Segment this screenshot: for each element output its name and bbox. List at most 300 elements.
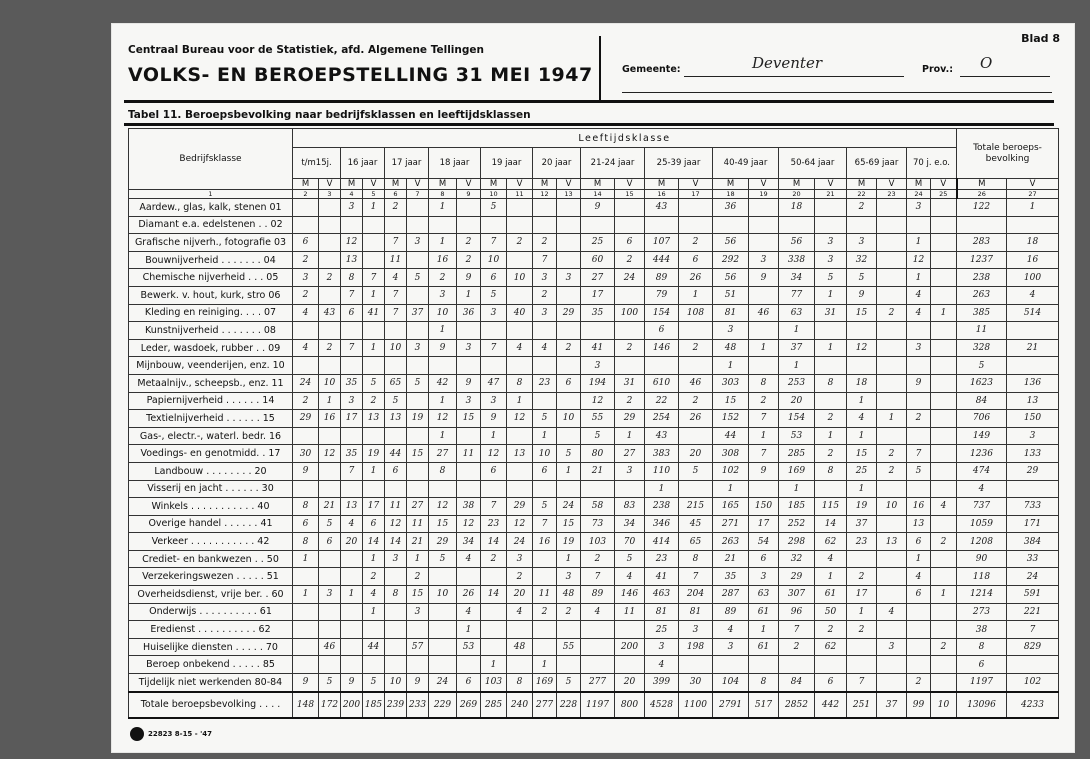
cell-value (481, 322, 507, 340)
total-value: 229 (429, 692, 457, 718)
cell-value (877, 550, 907, 568)
total-value: 2852 (779, 692, 815, 718)
cell-value: 384 (1007, 533, 1059, 551)
table-row (129, 586, 1059, 604)
table-row (129, 304, 1059, 322)
sex-label: V (877, 179, 907, 190)
cell-value: 1 (815, 286, 847, 304)
cell-value: 44 (713, 427, 749, 445)
cell-value: 283 (957, 234, 1007, 252)
cell-value (557, 199, 581, 217)
column-number: 19 (749, 190, 779, 199)
cell-value (907, 603, 931, 621)
cell-value (533, 322, 557, 340)
cell-value: 2 (293, 251, 319, 269)
cell-value: 3 (341, 199, 363, 217)
cell-value: 48 (507, 638, 533, 656)
total-value: 517 (749, 692, 779, 718)
cell-value (407, 251, 429, 269)
cell-value (319, 568, 341, 586)
cell-value: 1 (557, 462, 581, 480)
cell-value: 80 (581, 445, 615, 463)
cell-value: 7 (581, 568, 615, 586)
cell-value: 5 (319, 674, 341, 692)
cell-value (847, 216, 877, 234)
cell-value (385, 480, 407, 498)
cell-value: 2 (749, 392, 779, 410)
cell-value (341, 216, 363, 234)
total-value: 285 (481, 692, 507, 718)
cell-value: 20 (779, 392, 815, 410)
cell-value: 15 (557, 515, 581, 533)
cell-value: 24 (557, 498, 581, 516)
cell-value (293, 480, 319, 498)
cell-value (385, 568, 407, 586)
cell-value: 23 (533, 374, 557, 392)
industry-label: Metaalnijv., scheepsb., enz. 11 (129, 374, 293, 392)
cell-value: 17 (749, 515, 779, 533)
cell-value (877, 515, 907, 533)
cell-value: 37 (847, 515, 877, 533)
cell-value: 171 (1007, 515, 1059, 533)
cell-value: 6 (481, 269, 507, 287)
total-value: 4233 (1007, 692, 1059, 718)
cell-value: 46 (679, 374, 713, 392)
cell-value: 65 (679, 533, 713, 551)
cell-value: 238 (645, 498, 679, 516)
cell-value: 4 (847, 410, 877, 428)
cell-value: 4 (293, 304, 319, 322)
cell-value: 26 (679, 269, 713, 287)
cell-value: 5 (407, 269, 429, 287)
cell-value (385, 638, 407, 656)
print-footer (130, 727, 212, 741)
cell-value (749, 234, 779, 252)
cell-value: 737 (957, 498, 1007, 516)
cell-value: 5 (815, 269, 847, 287)
cell-value: 17 (847, 586, 877, 604)
cell-value (847, 550, 877, 568)
cell-value: 3 (407, 234, 429, 252)
cell-value: 10 (507, 269, 533, 287)
cell-value: 7 (847, 674, 877, 692)
cell-value: 1 (507, 392, 533, 410)
industry-label: Beroep onbekend . . . . . 85 (129, 656, 293, 674)
cell-value: 6 (293, 515, 319, 533)
table-row (129, 480, 1059, 498)
cell-value (847, 656, 877, 674)
cell-value: 29 (507, 498, 533, 516)
cell-value: 24 (615, 269, 645, 287)
cell-value (679, 480, 713, 498)
cell-value (533, 480, 557, 498)
cell-value (407, 357, 429, 375)
cell-value (557, 621, 581, 639)
cell-value (877, 480, 907, 498)
prov-value: O (980, 54, 993, 72)
cell-value (615, 621, 645, 639)
cell-value: 5 (957, 357, 1007, 375)
cell-value: 27 (429, 445, 457, 463)
cell-value: 1 (907, 234, 931, 252)
cell-value (429, 656, 457, 674)
cell-value (907, 427, 931, 445)
cell-value (319, 462, 341, 480)
cell-value: 35 (341, 445, 363, 463)
industry-label: Huiselijke diensten . . . . . 70 (129, 638, 293, 656)
cell-value: 14 (481, 586, 507, 604)
cell-value: 12 (481, 445, 507, 463)
cell-value (557, 216, 581, 234)
cell-value: 3 (557, 568, 581, 586)
cell-value: 4 (581, 603, 615, 621)
cell-value: 221 (1007, 603, 1059, 621)
cell-value (533, 621, 557, 639)
cell-value (363, 357, 385, 375)
cell-value: 6 (749, 550, 779, 568)
cell-value: 42 (429, 374, 457, 392)
cell-value (293, 357, 319, 375)
cell-value: 24 (293, 374, 319, 392)
cell-value: 3 (507, 550, 533, 568)
cell-value: 444 (645, 251, 679, 269)
cell-value: 1 (907, 269, 931, 287)
cell-value: 6 (385, 462, 407, 480)
cell-value: 2 (507, 568, 533, 586)
cell-value: 12 (507, 410, 533, 428)
column-number: 17 (679, 190, 713, 199)
cell-value: 9 (457, 374, 481, 392)
cell-value (557, 392, 581, 410)
cell-value (341, 357, 363, 375)
cell-value (507, 462, 533, 480)
industry-label: Crediet- en bankwezen . . 50 (129, 550, 293, 568)
cell-value (457, 216, 481, 234)
cell-value: 1 (407, 550, 429, 568)
cell-value: 1 (481, 427, 507, 445)
cell-value: 14 (385, 533, 407, 551)
cell-value: 12 (319, 445, 341, 463)
cell-value (363, 216, 385, 234)
cell-value: 3 (533, 304, 557, 322)
cell-value (341, 638, 363, 656)
cell-value: 3 (581, 357, 615, 375)
cell-value (679, 427, 713, 445)
cell-value: 2 (679, 339, 713, 357)
cell-value: 122 (957, 199, 1007, 217)
cell-value (363, 656, 385, 674)
age-group-label: 19 jaar (481, 148, 533, 179)
cell-value (557, 322, 581, 340)
cell-value (385, 603, 407, 621)
cell-value: 5 (481, 199, 507, 217)
cell-value (319, 216, 341, 234)
cell-value: 3 (679, 621, 713, 639)
cell-value: 1 (779, 357, 815, 375)
cell-value (815, 216, 847, 234)
cell-value: 1059 (957, 515, 1007, 533)
sex-label: M (957, 179, 1007, 190)
table-row (129, 269, 1059, 287)
cell-value: 9 (847, 286, 877, 304)
cell-value: 29 (615, 410, 645, 428)
cell-value: 14 (815, 515, 847, 533)
cell-value: 253 (779, 374, 815, 392)
cell-value (557, 234, 581, 252)
cell-value: 1 (877, 410, 907, 428)
cell-value: 2 (581, 550, 615, 568)
sex-label: V (457, 179, 481, 190)
cell-value: 194 (581, 374, 615, 392)
cell-value (907, 638, 931, 656)
age-group-label: 21-24 jaar (581, 148, 645, 179)
cell-value: 62 (815, 533, 847, 551)
cell-value: 7 (363, 269, 385, 287)
cell-value (1007, 480, 1059, 498)
cell-value: 18 (1007, 234, 1059, 252)
cell-value: 3 (385, 550, 407, 568)
industry-label: Diamant e.a. edelstenen . . 02 (129, 216, 293, 234)
cell-value: 303 (713, 374, 749, 392)
total-value: 1100 (679, 692, 713, 718)
cell-value (877, 392, 907, 410)
cell-value: 1 (481, 656, 507, 674)
total-value: 269 (457, 692, 481, 718)
cell-value (385, 656, 407, 674)
cell-value: 7 (749, 410, 779, 428)
cell-value: 34 (779, 269, 815, 287)
column-number: 12 (533, 190, 557, 199)
cell-value (931, 286, 957, 304)
total-value: 1197 (581, 692, 615, 718)
print-code: 22823 8-15 - '47 (148, 730, 212, 738)
cell-value: 2 (429, 269, 457, 287)
column-number: 4 (341, 190, 363, 199)
cell-value: 44 (385, 445, 407, 463)
cell-value (931, 374, 957, 392)
cell-value: 16 (533, 533, 557, 551)
cell-value: 136 (1007, 374, 1059, 392)
cell-value (931, 603, 957, 621)
age-group-label: 20 jaar (533, 148, 581, 179)
cell-value (557, 427, 581, 445)
cell-value: 591 (1007, 586, 1059, 604)
cell-value: 12 (847, 339, 877, 357)
cell-value (877, 374, 907, 392)
cell-value (679, 357, 713, 375)
form-title: VOLKS- EN BEROEPSTELLING 31 MEI 1947 (128, 64, 593, 86)
column-number: 23 (877, 190, 907, 199)
cell-value: 733 (1007, 498, 1059, 516)
cell-value (749, 480, 779, 498)
table-row (129, 410, 1059, 428)
total-value: 233 (407, 692, 429, 718)
cell-value: 56 (779, 234, 815, 252)
table-row (129, 357, 1059, 375)
cell-value: 3 (749, 251, 779, 269)
column-number: 11 (507, 190, 533, 199)
total-value: 148 (293, 692, 319, 718)
industry-label: Voedings- en genotmidd. . 17 (129, 445, 293, 463)
cell-value (407, 656, 429, 674)
age-group-label: 25-39 jaar (645, 148, 713, 179)
industry-label: Visserij en jacht . . . . . . 30 (129, 480, 293, 498)
cell-value (407, 322, 429, 340)
cell-value: 17 (341, 410, 363, 428)
cell-value: 514 (1007, 304, 1059, 322)
table-row (129, 216, 1059, 234)
cell-value: 399 (645, 674, 679, 692)
cell-value: 3 (907, 199, 931, 217)
sex-label: V (679, 179, 713, 190)
cell-value: 8 (507, 374, 533, 392)
cell-value: 15 (457, 410, 481, 428)
cell-value: 13 (341, 251, 363, 269)
cell-value: 1 (713, 357, 749, 375)
cell-value (931, 515, 957, 533)
cell-value: 57 (407, 638, 429, 656)
age-group-label: 40-49 jaar (713, 148, 779, 179)
cell-value: 77 (779, 286, 815, 304)
cell-value: 4 (457, 550, 481, 568)
cell-value: 2 (907, 410, 931, 428)
sex-label: M (533, 179, 557, 190)
cell-value: 4 (293, 339, 319, 357)
cell-value: 7 (481, 234, 507, 252)
cell-value: 1 (779, 480, 815, 498)
cell-value: 2 (293, 286, 319, 304)
cell-value: 4 (363, 586, 385, 604)
cell-value: 8 (341, 269, 363, 287)
cell-value: 3 (1007, 427, 1059, 445)
printer-seal-icon (130, 727, 144, 741)
cell-value: 215 (679, 498, 713, 516)
column-number: 21 (815, 190, 847, 199)
cell-value (429, 357, 457, 375)
cell-value: 10 (429, 304, 457, 322)
cell-value (319, 603, 341, 621)
cell-value: 9 (293, 462, 319, 480)
cell-value: 15 (847, 304, 877, 322)
total-value: 10 (931, 692, 957, 718)
cell-value: 287 (713, 586, 749, 604)
cell-value (457, 199, 481, 217)
cell-value: 4 (341, 515, 363, 533)
cell-value: 2 (457, 251, 481, 269)
cell-value: 7 (533, 515, 557, 533)
table-row (129, 445, 1059, 463)
cell-value: 6 (363, 515, 385, 533)
cell-value: 2 (363, 392, 385, 410)
cell-value: 27 (407, 498, 429, 516)
cell-value: 5 (557, 445, 581, 463)
cell-value (877, 586, 907, 604)
cell-value: 2 (847, 568, 877, 586)
cell-value (319, 199, 341, 217)
cell-value: 9 (293, 674, 319, 692)
cell-value: 3 (557, 269, 581, 287)
cell-value (507, 656, 533, 674)
cell-value: 1 (363, 550, 385, 568)
cell-value: 328 (957, 339, 1007, 357)
cell-value: 1 (533, 656, 557, 674)
cell-value: 3 (341, 392, 363, 410)
table-row (129, 498, 1059, 516)
cell-value: 5 (385, 392, 407, 410)
cell-value: 10 (877, 498, 907, 516)
cell-value: 22 (645, 392, 679, 410)
cell-value: 3 (429, 286, 457, 304)
cell-value: 5 (533, 410, 557, 428)
cell-value: 6 (557, 374, 581, 392)
age-group-label: 18 jaar (429, 148, 481, 179)
cell-value: 185 (779, 498, 815, 516)
total-value: 99 (907, 692, 931, 718)
cell-value: 154 (779, 410, 815, 428)
cell-value (507, 199, 533, 217)
column-number: 1 (129, 190, 293, 199)
cell-value: 32 (779, 550, 815, 568)
cell-value (533, 550, 557, 568)
cell-value: 3 (293, 269, 319, 287)
column-number: 25 (931, 190, 957, 199)
cell-value: 263 (713, 533, 749, 551)
cell-value: 6 (679, 251, 713, 269)
cell-value: 5 (907, 462, 931, 480)
cell-value (293, 638, 319, 656)
cell-value: 29 (1007, 462, 1059, 480)
column-number: 15 (615, 190, 645, 199)
cell-value (749, 322, 779, 340)
cell-value: 12 (581, 392, 615, 410)
cell-value (679, 322, 713, 340)
cell-value (319, 234, 341, 252)
cell-value: 169 (533, 674, 557, 692)
cell-value: 108 (679, 304, 713, 322)
cell-value (877, 339, 907, 357)
cell-value: 12 (341, 234, 363, 252)
cell-value: 9 (457, 269, 481, 287)
industry-label: Bewerk. v. hout, kurk, stro 06 (129, 286, 293, 304)
cell-value: 150 (1007, 410, 1059, 428)
cell-value: 1 (779, 322, 815, 340)
cell-value: 13 (877, 533, 907, 551)
cell-value (293, 656, 319, 674)
cell-value (481, 638, 507, 656)
cell-value: 36 (457, 304, 481, 322)
cell-value (407, 462, 429, 480)
cell-value: 4 (645, 656, 679, 674)
cell-value: 1 (679, 286, 713, 304)
cell-value: 96 (779, 603, 815, 621)
cell-value: 13 (363, 410, 385, 428)
table-row (129, 621, 1059, 639)
table-row (129, 392, 1059, 410)
cell-value: 5 (429, 550, 457, 568)
cell-value (293, 322, 319, 340)
table-row (129, 674, 1059, 692)
cell-value: 2 (877, 462, 907, 480)
cell-value: 17 (581, 286, 615, 304)
cell-value: 1214 (957, 586, 1007, 604)
cell-value (931, 674, 957, 692)
cell-value: 1 (457, 621, 481, 639)
cell-value (907, 656, 931, 674)
age-group-label: 50-64 jaar (779, 148, 847, 179)
cell-value: 3 (407, 603, 429, 621)
cell-value: 31 (615, 374, 645, 392)
column-number: 2 (293, 190, 319, 199)
